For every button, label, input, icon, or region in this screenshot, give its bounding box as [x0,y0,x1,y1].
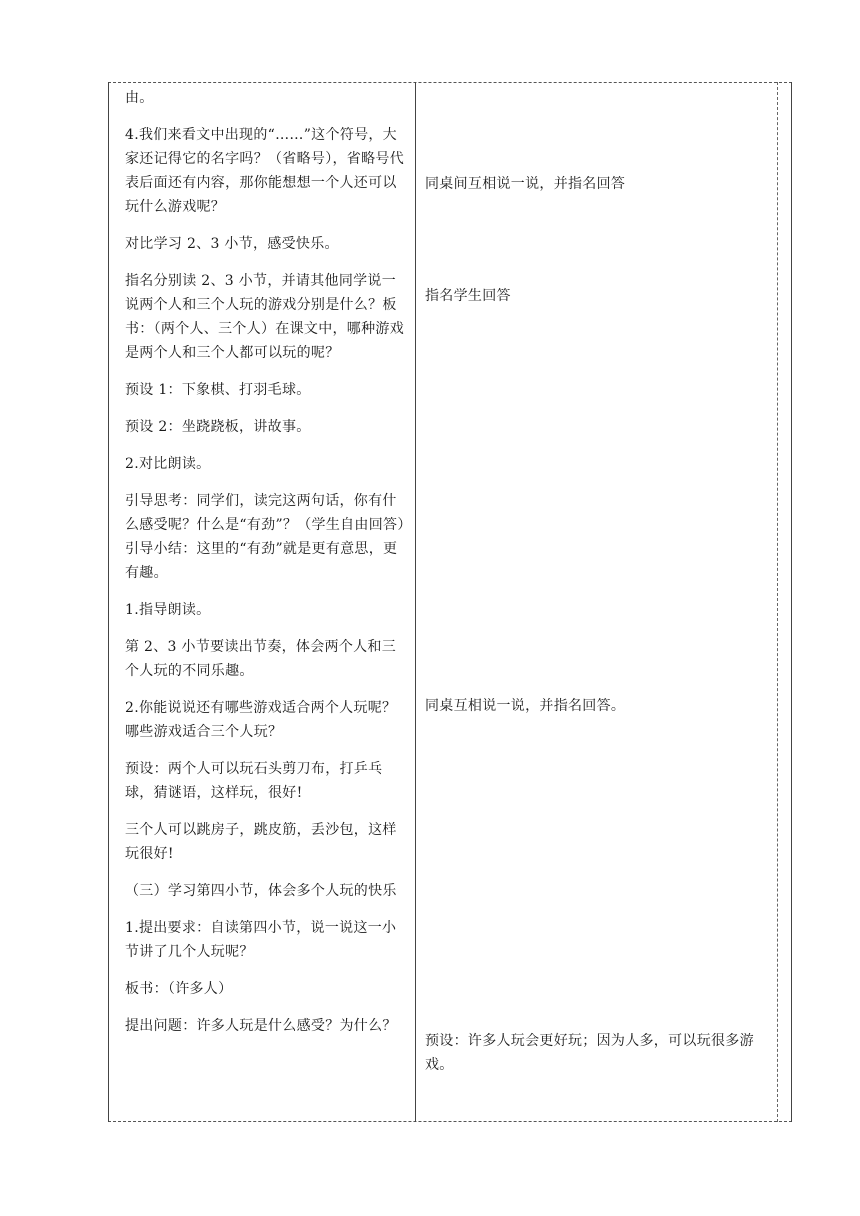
student-activity-note: 同桌间互相说一说，并指名回答 [425,176,626,192]
paragraph: 1.指导朗读。 [125,602,211,618]
student-activity-note: 指名学生回答 [425,288,511,304]
column-divider-dashed [777,82,778,1122]
paragraph: 1.提出要求：自读第四小节，说一说这一小节讲了几个人玩呢？ [125,920,397,960]
paragraph: 4.我们来看文中出现的“……”这个符号，大家还记得它的名字吗？（省略号），省略号代表后面还有内容，那你能想想一个人还可以玩什么游戏呢？ [125,127,404,215]
paragraph: 预设 1：下象棋、打羽毛球。 [125,382,311,398]
student-activity-note: 同桌互相说一说，并指名回答。 [425,698,626,714]
table-left-border [108,82,109,1122]
paragraph: （三）学习第四小节，体会多个人玩的快乐 [125,883,397,899]
paragraph: 2.对比朗读。 [125,456,211,472]
paragraph: 预设：两个人可以玩石头剪刀布，打乒乓球，猜谜语，这样玩，很好! [125,761,383,801]
paragraph: 引导思考：同学们，读完这两句话，你有什么感受呢？什么是“有劲”？（学生自由回答）引导小结：这里的“有劲”就是更有意思，更有趣。 [125,493,405,581]
paragraph: 提出问题：许多人玩是什么感受？为什么？ [125,1018,397,1034]
student-activity-note: 预设：许多人玩会更好玩；因为人多，可以玩很多游戏。 [425,1033,754,1073]
paragraph: 板书：（许多人） [125,981,233,997]
paragraph: 预设 2：坐跷跷板，讲故事。 [125,419,311,435]
column-divider [415,82,416,1122]
table-right-border [791,82,792,1122]
paragraph: 三个人可以跳房子，跳皮筋，丢沙包，这样玩很好! [125,822,397,862]
paragraph: 由。 [125,90,154,106]
paragraph: 指名分别读 2、3 小节，并请其他同学说一说两个人和三个人玩的游戏分别是什么？板书：（两个人、三个人）在课文中，哪种游戏是两个人和三个人都可以玩的呢？ [125,273,404,361]
teaching-process-column [125,86,407,1051]
paragraph: 2.你能说说还有哪些游戏适合两个人玩呢？哪些游戏适合三个人玩？ [125,700,397,740]
paragraph: 对比学习 2、3 小节，感受快乐。 [125,236,339,252]
paragraph: 第 2、3 小节要读出节奏，体会两个人和三个人玩的不同乐趣。 [125,639,397,679]
